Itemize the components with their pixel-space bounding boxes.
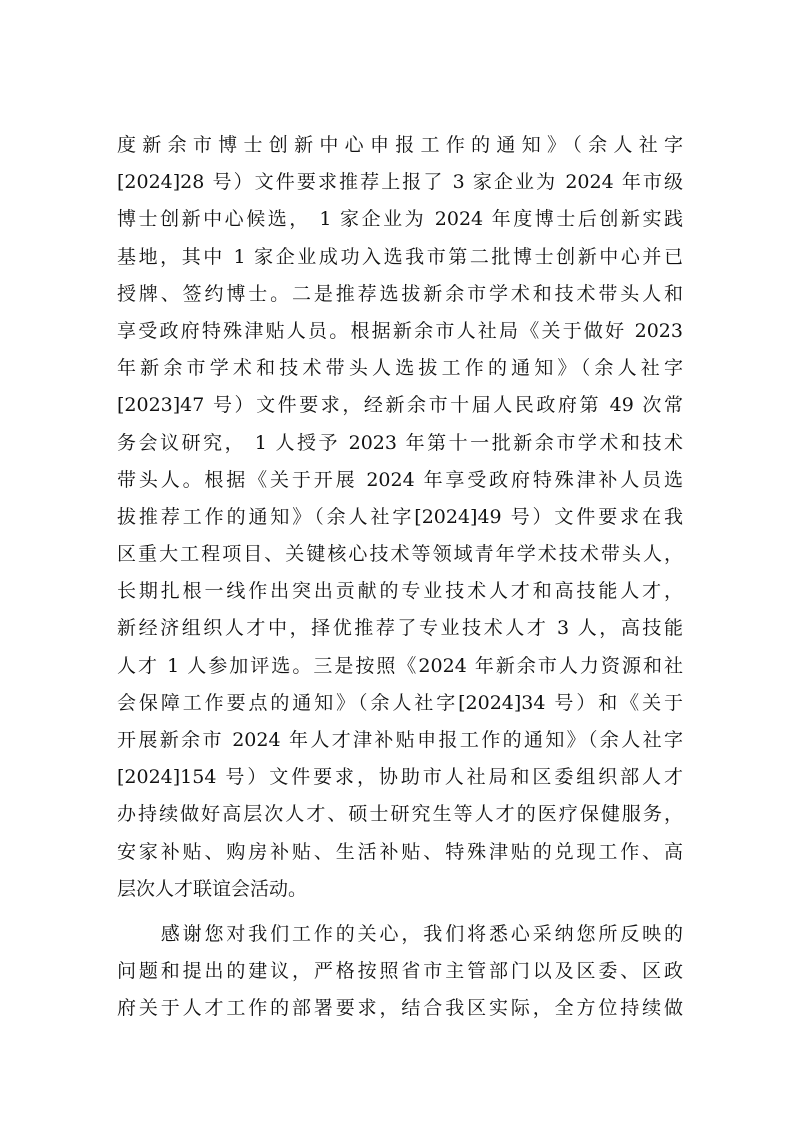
text-line: 务会议研究， 1 人授予 2023 年第十一批新余市学术和技术 [117, 431, 683, 454]
text-line: 带头人。根据《关于开展 2024 年享受政府特殊津补人员选 [117, 468, 683, 491]
text-line: 博士创新中心候选， 1 家企业为 2024 年度博士后创新实践 [117, 208, 683, 231]
text-line: 人才 1 人参加评选。三是按照《2024 年新余市人力资源和社 [117, 654, 683, 677]
text-line: 会保障工作要点的通知》（余人社字[2024]34 号）和《关于 [117, 691, 683, 714]
text-line: 度新余市博士创新中心申报工作的通知》（余人社字 [117, 134, 683, 156]
text-line: 长期扎根一线作出突出贡献的专业技术人才和高技能人才， [117, 580, 683, 603]
text-line: 安家补贴、购房补贴、生活补贴、特殊津贴的兑现工作、高 [117, 840, 683, 863]
text-line-paragraph-end: 层次人才联谊会活动。 [117, 877, 308, 900]
text-line: 办持续做好高层次人才、硕士研究生等人才的医疗保健服务， [117, 803, 683, 826]
text-line-paragraph-start: 感谢您对我们工作的关心，我们将悉心采纳您所反映的 [117, 922, 683, 945]
text-line: [2024]28 号）文件要求推荐上报了 3 家企业为 2024 年市级 [117, 171, 683, 194]
text-line: 拔推荐工作的通知》（余人社字[2024]49 号）文件要求在我 [117, 505, 683, 528]
text-line: 基地，其中 1 家企业成功入选我市第二批博士创新中心并已 [117, 245, 683, 268]
document-body [117, 127, 683, 1028]
text-line: 问题和提出的建议，严格按照省市主管部门以及区委、区政 [117, 960, 683, 983]
text-line: 府关于人才工作的部署要求，结合我区实际，全方位持续做 [117, 997, 683, 1020]
text-line: 年新余市学术和技术带头人选拔工作的通知》（余人社字 [117, 357, 683, 380]
text-line: 授牌、签约博士。二是推荐选拔新余市学术和技术带头人和 [117, 282, 683, 305]
text-line: [2023]47 号）文件要求，经新余市十届人民政府第 49 次常 [117, 394, 683, 417]
text-line: 享受政府特殊津贴人员。根据新余市人社局《关于做好 2023 [117, 319, 683, 342]
text-line: [2024]154 号）文件要求，协助市人社局和区委组织部人才 [117, 766, 683, 789]
text-line: 开展新余市 2024 年人才津补贴申报工作的通知》（余人社字 [117, 729, 683, 751]
text-line: 新经济组织人才中，择优推荐了专业技术人才 3 人，高技能 [117, 617, 683, 640]
text-line: 区重大工程项目、关键核心技术等领域青年学术技术带头人， [117, 543, 683, 566]
